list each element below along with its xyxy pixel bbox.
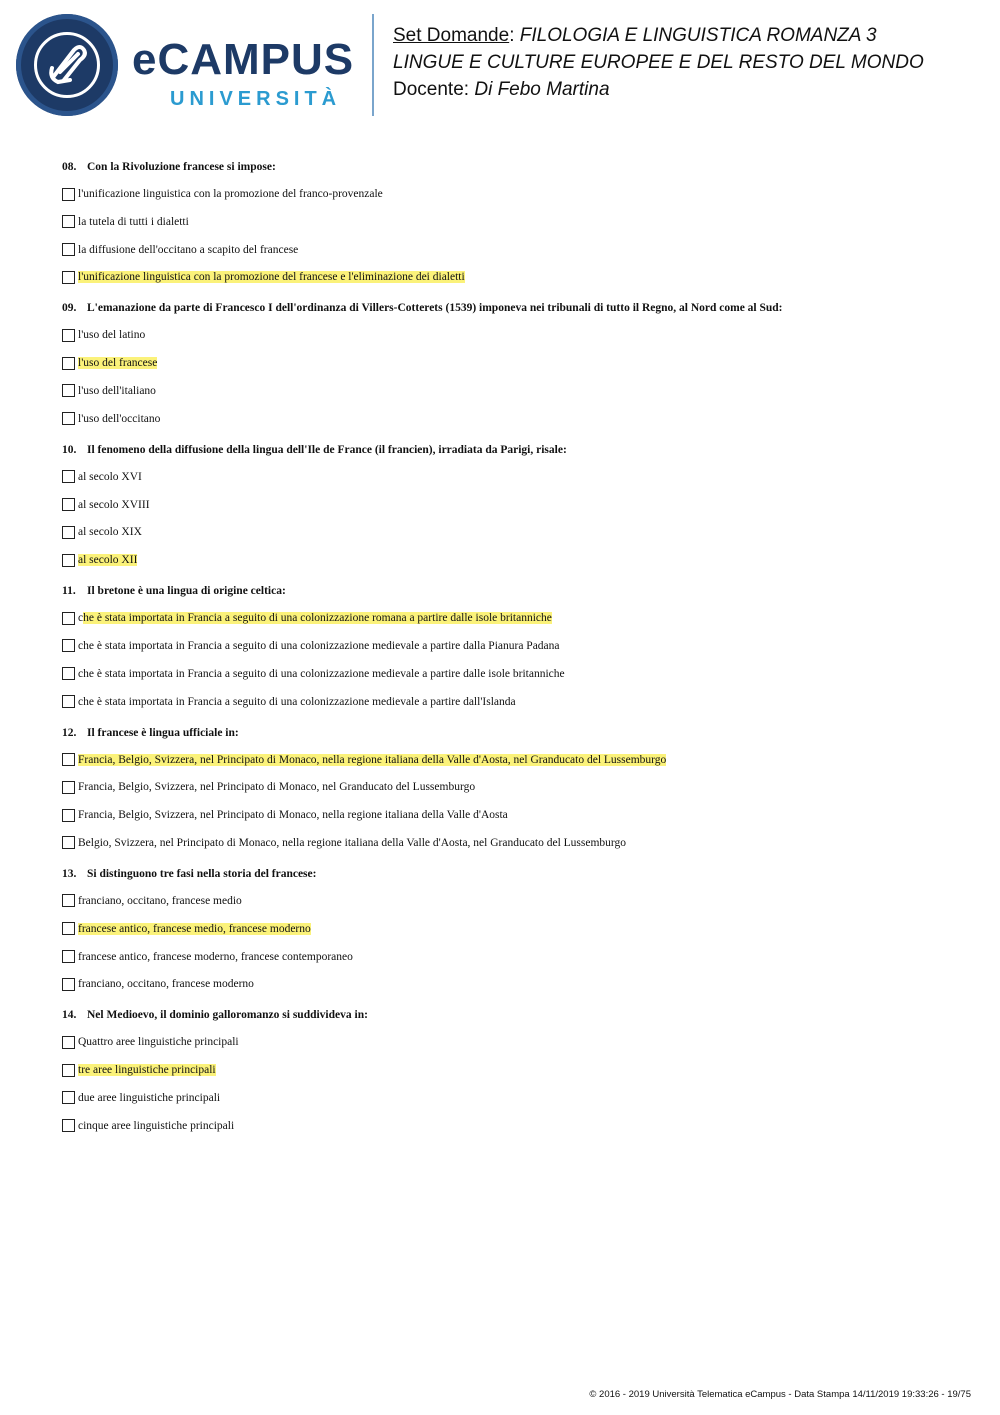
question-text: Il fenomeno della diffusione della lingua dell'Ile de France (il francien), irradiata da Parigi, risale: [87, 443, 567, 456]
question-text: Con la Rivoluzione francese si impose: [87, 161, 276, 173]
answer-option[interactable] [62, 409, 962, 429]
program-name: LINGUE E CULTURE EUROPEE E DEL RESTO DEL MONDO [393, 52, 924, 73]
question-text: L'emanazione da parte di Francesco I dell'ordinanza di Villers-Cotterets (1539) imponeva nei tribunali di tutto il Regno, al Nord come al Sud: [87, 302, 783, 315]
question-text: Si distinguono tre fasi nella storia del francese: [87, 867, 317, 880]
answer-option-label: al secolo XVIII [78, 498, 150, 511]
checkbox-icon[interactable] [62, 667, 75, 680]
answer-option-label: Quattro aree linguistiche principali [78, 1036, 239, 1049]
checkbox-icon[interactable] [62, 188, 75, 201]
checkbox-icon[interactable] [62, 781, 75, 794]
answer-option[interactable] [62, 353, 962, 373]
answer-option-label: la diffusione dell'occitano a scapito del francese [78, 243, 299, 256]
question [62, 443, 962, 570]
checkbox-icon[interactable] [62, 412, 75, 425]
checkbox-icon[interactable] [62, 809, 75, 822]
teacher-name: Di Febo Martina [474, 79, 610, 100]
set-label: Set Domande [393, 25, 510, 46]
answer-option-label: l'uso del francese [78, 357, 158, 370]
checkbox-icon[interactable] [62, 1119, 75, 1132]
checkbox-icon[interactable] [62, 894, 75, 907]
checkbox-icon[interactable] [62, 1091, 75, 1104]
question-title [62, 867, 962, 883]
question [62, 726, 962, 853]
checkbox-icon[interactable] [62, 695, 75, 708]
checkbox-icon[interactable] [62, 329, 75, 342]
checkbox-icon[interactable] [62, 836, 75, 849]
answer-option-label: al secolo XII [78, 554, 138, 567]
checkbox-icon[interactable] [62, 612, 75, 625]
answer-option-label: tre aree linguistiche principali [78, 1064, 216, 1077]
teacher-label: Docente [393, 79, 464, 100]
header-info [393, 22, 993, 103]
question-list [62, 160, 962, 1150]
question-title [62, 301, 962, 317]
answer-option[interactable] [62, 550, 962, 570]
checkbox-icon[interactable] [62, 526, 75, 539]
answer-option[interactable] [62, 381, 962, 401]
question-number: 13. [62, 867, 77, 880]
answer-option[interactable] [62, 777, 962, 797]
question-title [62, 160, 962, 176]
checkbox-icon[interactable] [62, 753, 75, 766]
answer-option[interactable] [62, 1116, 962, 1136]
question-number: 14. [62, 1009, 77, 1022]
answer-option-label: franciano, occitano, francese moderno [78, 978, 254, 991]
answer-option-label: l'uso dell'occitano [78, 412, 161, 425]
course-name: FILOLOGIA E LINGUISTICA ROMANZA 3 [519, 25, 877, 46]
answer-option-label: che è stata importata in Francia a seguito di una colonizzazione medievale a partire dalla Pianura Padana [78, 639, 560, 652]
answer-option-label: cinque aree linguistiche principali [78, 1119, 235, 1132]
ecampus-logo-icon [16, 14, 118, 116]
checkbox-icon[interactable] [62, 554, 75, 567]
question [62, 867, 962, 994]
answer-option[interactable] [62, 1060, 962, 1080]
answer-option-label: l'unificazione linguistica con la promozione del franco-provenzale [78, 188, 383, 200]
question-number: 10. [62, 443, 77, 456]
answer-option-label: franciano, occitano, francese medio [78, 894, 242, 907]
answer-option-label: due aree linguistiche principali [78, 1091, 221, 1104]
checkbox-icon[interactable] [62, 1064, 75, 1077]
answer-option[interactable] [62, 974, 962, 994]
answer-option-label: Francia, Belgio, Svizzera, nel Principato di Monaco, nel Granducato del Lussemburgo [78, 781, 476, 794]
checkbox-icon[interactable] [62, 215, 75, 228]
answer-option-label: Francia, Belgio, Svizzera, nel Principato di Monaco, nella regione italiana della Valle d'Aosta, nel Granducato del Lussemburgo [78, 753, 667, 766]
checkbox-icon[interactable] [62, 950, 75, 963]
answer-option[interactable] [62, 833, 962, 853]
checkbox-icon[interactable] [62, 357, 75, 370]
answer-option-label: Francia, Belgio, Svizzera, nel Principato di Monaco, nella regione italiana della Valle d'Aosta [78, 809, 508, 822]
answer-option-label: l'uso dell'italiano [78, 384, 156, 397]
header-divider [372, 14, 374, 116]
answer-option[interactable] [62, 919, 962, 939]
answer-option[interactable] [62, 522, 962, 542]
checkbox-icon[interactable] [62, 498, 75, 511]
checkbox-icon[interactable] [62, 978, 75, 991]
answer-option[interactable] [62, 805, 962, 825]
answer-option-label: che è stata importata in Francia a seguito di una colonizzazione medievale a partire dall'Islanda [78, 695, 516, 708]
question-text: Nel Medioevo, il dominio galloromanzo si suddivideva in: [87, 1009, 368, 1022]
answer-option[interactable] [62, 325, 962, 345]
question [62, 160, 962, 287]
brand-subtitle: UNIVERSITÀ [170, 88, 342, 110]
answer-option[interactable] [62, 467, 962, 487]
answer-option-label: la tutela di tutti i dialetti [78, 215, 189, 228]
answer-option[interactable] [62, 184, 962, 204]
question-text: Il bretone è una lingua di origine celtica: [87, 585, 286, 598]
checkbox-icon[interactable] [62, 922, 75, 935]
answer-option[interactable] [62, 891, 962, 911]
answer-option[interactable] [62, 947, 962, 967]
checkbox-icon[interactable] [62, 639, 75, 652]
question-number: 11. [62, 585, 76, 598]
answer-option[interactable] [62, 692, 962, 712]
question-title [62, 584, 962, 600]
answer-option[interactable] [62, 212, 962, 232]
answer-option[interactable] [62, 495, 962, 515]
checkbox-icon[interactable] [62, 271, 75, 284]
question-number: 12. [62, 726, 77, 739]
answer-option-label: l'uso del latino [78, 329, 146, 342]
answer-option[interactable] [62, 1088, 962, 1108]
question-title [62, 1008, 962, 1024]
question-title [62, 443, 962, 459]
teacher-line: Docente: Di Febo Martina [393, 79, 610, 100]
answer-option[interactable] [62, 664, 962, 684]
answer-option-label: che è stata importata in Francia a seguito di una colonizzazione romana a partire dalle isole britanniche [78, 612, 552, 625]
answer-option[interactable] [62, 608, 962, 628]
answer-option-label: che è stata importata in Francia a seguito di una colonizzazione medievale a partire dalle isole britanniche [78, 667, 565, 680]
course-line: Set Domande: FILOLOGIA E LINGUISTICA ROMANZA 3 [393, 25, 877, 46]
question [62, 584, 962, 711]
answer-option[interactable] [62, 750, 962, 770]
question [62, 301, 962, 428]
checkbox-icon[interactable] [62, 243, 75, 256]
answer-option[interactable] [62, 240, 962, 260]
question-title [62, 726, 962, 742]
answer-option[interactable] [62, 1032, 962, 1052]
question-number: 09. [62, 302, 77, 315]
answer-option[interactable] [62, 267, 962, 287]
answer-option-label: al secolo XIX [78, 526, 142, 539]
answer-option[interactable] [62, 636, 962, 656]
answer-option-label: francese antico, francese moderno, francese contemporaneo [78, 950, 353, 963]
brand-name: eCAMPUS [132, 35, 355, 84]
question [62, 1008, 962, 1135]
answer-option-label: l'unificazione linguistica con la promozione del francese e l'eliminazione dei dialetti [78, 271, 465, 284]
checkbox-icon[interactable] [62, 470, 75, 483]
question-text: Il francese è lingua ufficiale in: [87, 726, 239, 739]
answer-option-label: Belgio, Svizzera, nel Principato di Monaco, nella regione italiana della Valle d'Aosta, nel Granducato del Lussemburgo [78, 836, 627, 849]
checkbox-icon[interactable] [62, 1036, 75, 1049]
page-header [0, 0, 1000, 130]
answer-option-label: al secolo XVI [78, 470, 142, 483]
question-number: 08. [62, 161, 77, 173]
checkbox-icon[interactable] [62, 384, 75, 397]
answer-option-label: francese antico, francese medio, francese moderno [78, 922, 311, 935]
page-footer: © 2016 - 2019 Università Telematica eCampus - Data Stampa 14/11/2019 19:33:26 - 19/75 [589, 1389, 971, 1400]
